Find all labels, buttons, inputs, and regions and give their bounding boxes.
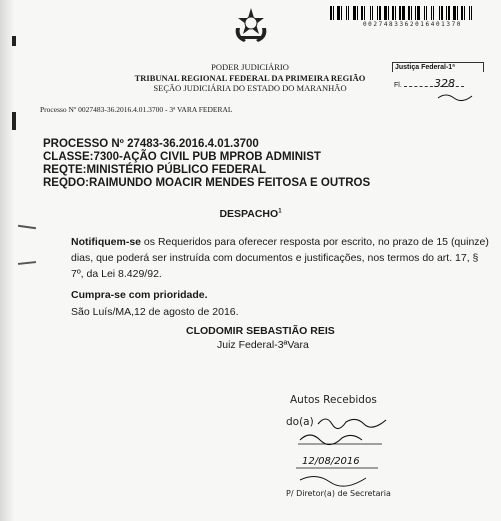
barcode-bar	[348, 6, 349, 20]
barcode-bar	[392, 6, 394, 20]
cumpra-line: Cumpra-se com prioridade.	[71, 289, 208, 301]
barcode-bar	[428, 6, 430, 20]
barcode-bar	[433, 6, 434, 20]
barcode-bar	[357, 6, 358, 20]
barcode-bar	[397, 6, 398, 20]
barcode-bar	[415, 6, 416, 20]
barcode-bar	[330, 6, 332, 20]
barcode-bar	[361, 6, 363, 20]
header-line-2: TRIBUNAL REGIONAL FEDERAL DA PRIMEIRA REGIÃO	[134, 72, 366, 83]
receipt-date: 12/08/2016	[302, 456, 360, 467]
barcode-bar	[346, 6, 347, 20]
order-text: os Requeridos para oferecer resposta por escrito, no prazo de 15 (quinze) dias, que poderá ser instruída com documentos e justificações, nos termos do art. 17, § 7º, da Lei 8.429/92.	[71, 236, 489, 280]
barcode-bar	[370, 6, 371, 20]
barcode-bars	[330, 6, 495, 20]
despacho-footnote: 1	[278, 208, 282, 215]
despacho-title	[0, 208, 501, 220]
barcode-bar	[406, 6, 407, 20]
barcode-bar	[457, 6, 458, 20]
case-classe: CLASSE:7300-AÇÃO CIVIL PUB MPROB ADMINIST	[43, 151, 321, 163]
barcode	[330, 6, 495, 28]
barcode-bar	[435, 6, 438, 20]
barcode-bar	[459, 6, 460, 20]
page-stamp	[392, 62, 484, 106]
barcode-bar	[382, 6, 383, 20]
barcode-bar	[417, 6, 420, 20]
barcode-bar	[402, 6, 405, 20]
coat-of-arms-icon	[232, 6, 270, 46]
despacho-title-text: DESPACHO	[219, 208, 279, 220]
header-line-1: PODER JUDICIÁRIO	[211, 62, 289, 72]
barcode-bar	[333, 6, 334, 20]
barcode-bar	[451, 6, 452, 20]
barcode-bar	[471, 6, 472, 20]
barcode-bar	[446, 6, 447, 20]
margin-mark-2	[18, 261, 36, 265]
barcode-bar	[366, 6, 369, 20]
barcode-bar	[379, 6, 381, 20]
barcode-bar	[441, 6, 443, 20]
case-reqdo: REQDO:RAIMUNDO MOACIR MENDES FEITOSA E OUTROS	[43, 177, 371, 189]
barcode-bar	[431, 6, 432, 20]
barcode-bar	[461, 6, 463, 20]
barcode-bar	[469, 6, 470, 20]
barcode-bar	[466, 6, 468, 20]
barcode-bar	[384, 6, 387, 20]
barcode-bar	[359, 6, 360, 20]
scan-edge	[0, 0, 14, 521]
barcode-bar	[374, 6, 376, 20]
receipt-autos: Autos Recebidos	[290, 394, 377, 406]
barcode-bar	[399, 6, 401, 20]
barcode-bar	[377, 6, 378, 20]
barcode-bar	[448, 6, 450, 20]
handwritten-page-number	[432, 74, 476, 104]
barcode-bar	[424, 6, 425, 20]
barcode-bar	[421, 6, 423, 20]
case-processo: PROCESSO Nº 27483-36.2016.4.01.3700	[43, 138, 259, 150]
barcode-bar	[464, 6, 465, 20]
order-paragraph	[71, 234, 489, 282]
handwritten-receipt	[286, 394, 396, 494]
barcode-bar	[388, 6, 389, 20]
barcode-bar	[439, 6, 440, 20]
barcode-bar	[411, 6, 412, 20]
barcode-bar	[395, 6, 396, 20]
barcode-bar	[353, 6, 356, 20]
barcode-bar	[341, 6, 342, 20]
barcode-bar	[444, 6, 445, 20]
case-reqte: REQTE:MINISTÉRIO PÚBLICO FEDERAL	[43, 164, 266, 176]
order-lead: Notifiquem-se	[71, 236, 142, 248]
local-date: São Luís/MA,12 de agosto de 2016.	[71, 306, 239, 318]
process-reference: Processo Nº 0027483-36.2016.4.01.3700 - 3ª VARA FEDERAL	[40, 105, 233, 114]
barcode-bar	[343, 6, 345, 20]
case-block	[43, 138, 370, 190]
stamp-title: Justiça Federal-1ª	[392, 62, 484, 72]
stamp-page-number: 328	[434, 77, 455, 90]
barcode-bar	[372, 6, 373, 20]
receipt-director: P/ Diretor(a) de Secretaria	[286, 489, 391, 498]
barcode-number: 0027483362016401370	[362, 21, 463, 28]
barcode-bar	[350, 6, 352, 20]
margin-mark-1	[18, 225, 36, 229]
barcode-bar	[426, 6, 427, 20]
punch-mark-top	[12, 36, 16, 46]
barcode-bar	[453, 6, 456, 20]
receipt-doa: do(a)	[286, 416, 314, 428]
barcode-bar	[364, 6, 365, 20]
stamp-fl-label: Fl.	[394, 82, 402, 89]
barcode-bar	[337, 6, 340, 20]
barcode-bar	[413, 6, 414, 20]
barcode-bar	[408, 6, 410, 20]
barcode-bar	[390, 6, 391, 20]
header-line-3: SEÇÃO JUDICIÁRIA DO ESTADO DO MARANHÃO	[153, 83, 347, 93]
signer-role: Juiz Federal-3ªVara	[217, 339, 309, 351]
court-header	[120, 62, 380, 94]
signer-name: CLODOMIR SEBASTIÃO REIS	[186, 325, 335, 337]
punch-mark-mid	[12, 112, 16, 130]
barcode-bar	[335, 6, 336, 20]
